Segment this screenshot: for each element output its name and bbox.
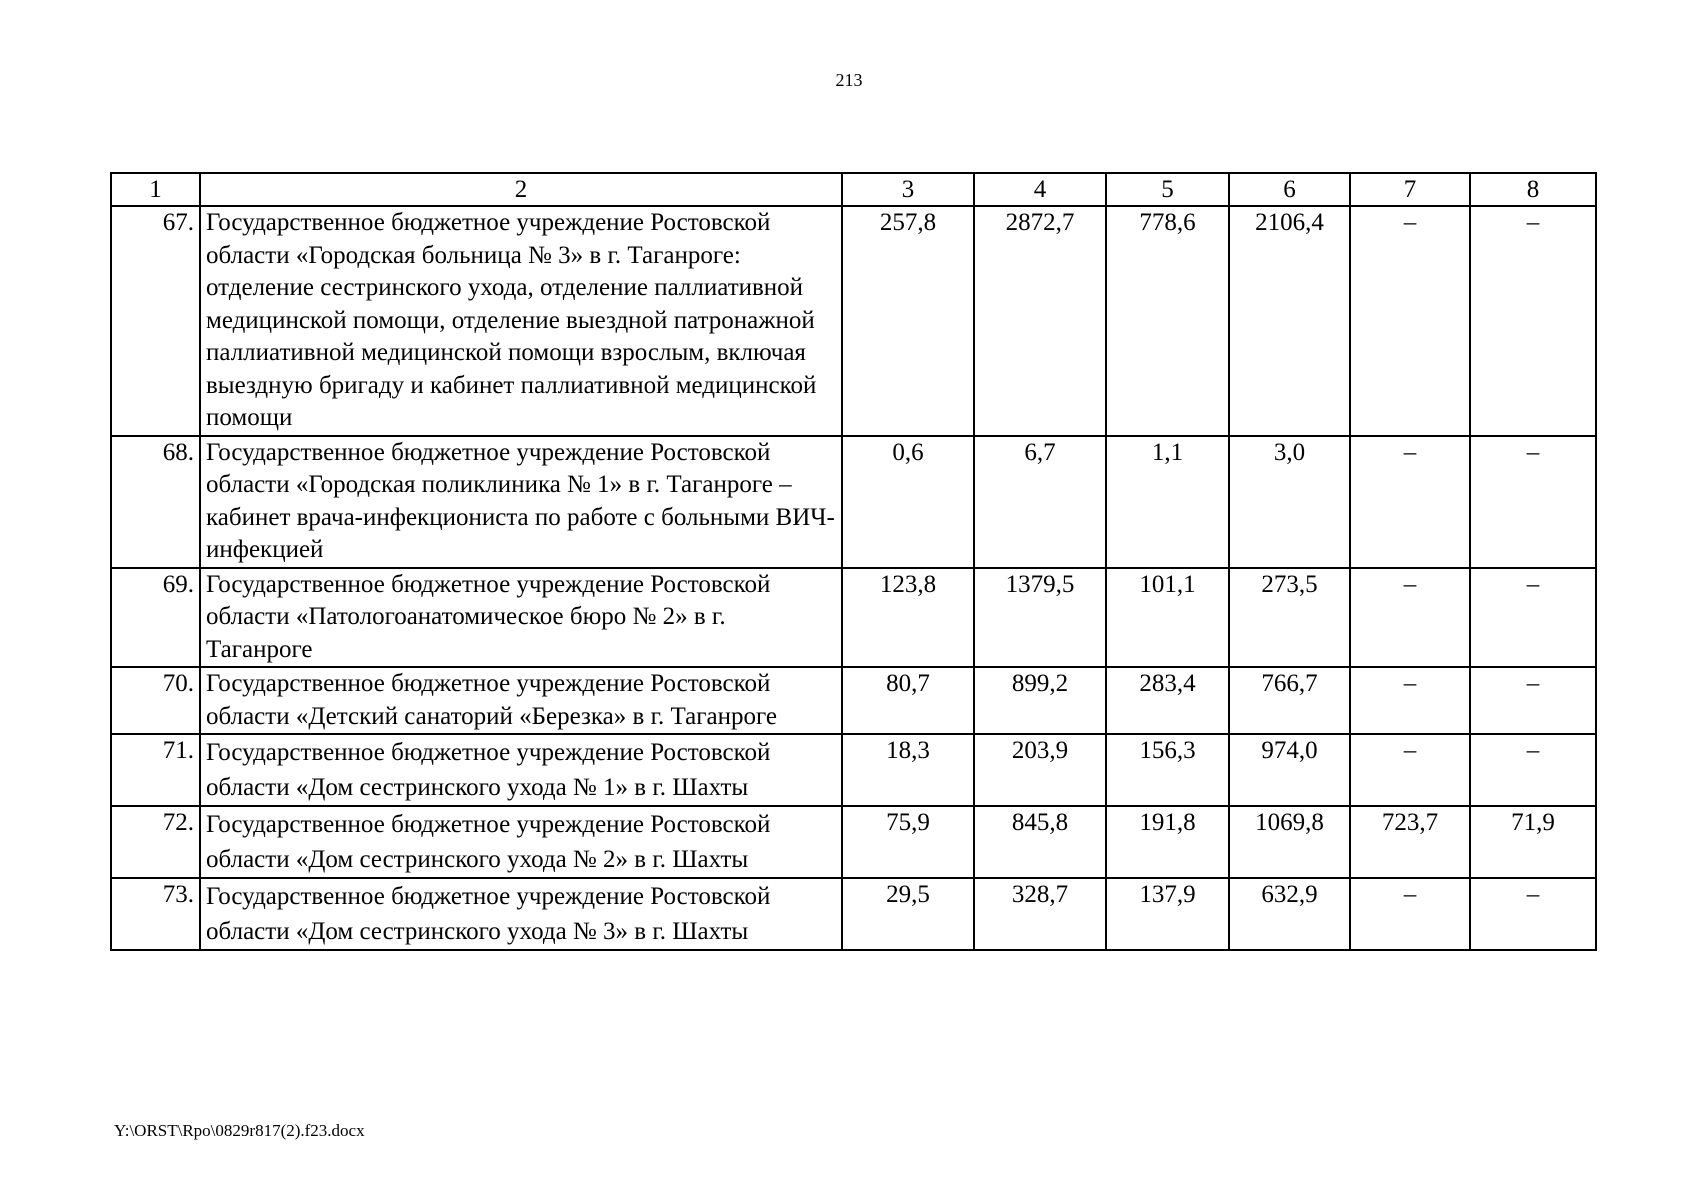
- value-col-5: 778,6: [1106, 206, 1229, 436]
- value-col-7: –: [1350, 206, 1470, 436]
- value-col-8: –: [1470, 734, 1596, 806]
- header-col-2: 2: [200, 173, 842, 206]
- table-row: [111, 734, 1596, 806]
- value-col-8: –: [1470, 436, 1596, 568]
- value-col-4: 899,2: [974, 667, 1106, 734]
- value-col-5: 137,9: [1106, 878, 1229, 950]
- value-col-4: 6,7: [974, 436, 1106, 568]
- value-col-4: 1379,5: [974, 568, 1106, 668]
- value-col-8: –: [1470, 206, 1596, 436]
- institution-name: Государственное бюджетное учреждение Ростовской области «Городская поликлиника № 1» в г. Таганроге – кабинет врача-инфекциониста по работе с больными ВИЧ-инфекцией: [200, 436, 842, 568]
- table-row: [111, 667, 1596, 734]
- value-col-3: 29,5: [842, 878, 974, 950]
- value-col-6: 632,9: [1229, 878, 1350, 950]
- row-number: 71.: [111, 734, 200, 806]
- header-col-3: 3: [842, 173, 974, 206]
- header-col-4: 4: [974, 173, 1106, 206]
- header-row: [111, 173, 1596, 206]
- row-number: 70.: [111, 667, 200, 734]
- row-number: 69.: [111, 568, 200, 668]
- value-col-5: 283,4: [1106, 667, 1229, 734]
- value-col-3: 257,8: [842, 206, 974, 436]
- value-col-7: 723,7: [1350, 806, 1470, 878]
- value-col-6: 3,0: [1229, 436, 1350, 568]
- value-col-7: –: [1350, 436, 1470, 568]
- value-col-8: –: [1470, 667, 1596, 734]
- row-number: 73.: [111, 878, 200, 950]
- value-col-6: 273,5: [1229, 568, 1350, 668]
- value-col-7: –: [1350, 878, 1470, 950]
- table-row: [111, 436, 1596, 568]
- row-number: 68.: [111, 436, 200, 568]
- value-col-3: 80,7: [842, 667, 974, 734]
- institution-name: Государственное бюджетное учреждение Ростовской области «Городская больница № 3» в г. Таганроге: отделение сестринского ухода, отделение паллиативной медицинской помощи, отделение выездной патронажной паллиативной медицинской помощи взрослым, включая выездную бригаду и кабинет паллиативной медицинской помощи: [200, 206, 842, 436]
- table-row: [111, 806, 1596, 878]
- header-col-7: 7: [1350, 173, 1470, 206]
- value-col-4: 203,9: [974, 734, 1106, 806]
- row-number: 72.: [111, 806, 200, 878]
- value-col-7: –: [1350, 568, 1470, 668]
- institution-name: Государственное бюджетное учреждение Ростовской области «Патологоанатомическое бюро № 2» в г. Таганроге: [200, 568, 842, 668]
- value-col-6: 766,7: [1229, 667, 1350, 734]
- value-col-3: 18,3: [842, 734, 974, 806]
- value-col-8: –: [1470, 878, 1596, 950]
- data-table: [110, 172, 1597, 951]
- institution-name: Государственное бюджетное учреждение Ростовской области «Дом сестринского ухода № 3» в г. Шахты: [200, 878, 842, 950]
- institution-name: Государственное бюджетное учреждение Ростовской области «Дом сестринского ухода № 1» в г. Шахты: [200, 734, 842, 806]
- value-col-7: –: [1350, 734, 1470, 806]
- value-col-6: 1069,8: [1229, 806, 1350, 878]
- header-col-8: 8: [1470, 173, 1596, 206]
- value-col-6: 2106,4: [1229, 206, 1350, 436]
- value-col-4: 2872,7: [974, 206, 1106, 436]
- table-row: [111, 878, 1596, 950]
- value-col-6: 974,0: [1229, 734, 1350, 806]
- header-col-1: 1: [111, 173, 200, 206]
- footer-file-path: Y:\ORST\Rpo\0829r817(2).f23.docx: [114, 1121, 365, 1140]
- table-row: [111, 568, 1596, 668]
- value-col-5: 101,1: [1106, 568, 1229, 668]
- header-col-5: 5: [1106, 173, 1229, 206]
- value-col-8: –: [1470, 568, 1596, 668]
- value-col-4: 845,8: [974, 806, 1106, 878]
- value-col-5: 1,1: [1106, 436, 1229, 568]
- value-col-5: 191,8: [1106, 806, 1229, 878]
- table-row: [111, 206, 1596, 436]
- value-col-3: 0,6: [842, 436, 974, 568]
- page-number: 213: [835, 70, 863, 90]
- institution-name: Государственное бюджетное учреждение Ростовской области «Детский санаторий «Березка» в г. Таганроге: [200, 667, 842, 734]
- value-col-8: 71,9: [1470, 806, 1596, 878]
- value-col-7: –: [1350, 667, 1470, 734]
- value-col-3: 123,8: [842, 568, 974, 668]
- value-col-5: 156,3: [1106, 734, 1229, 806]
- institution-name: Государственное бюджетное учреждение Ростовской области «Дом сестринского ухода № 2» в г. Шахты: [200, 806, 842, 878]
- header-col-6: 6: [1229, 173, 1350, 206]
- row-number: 67.: [111, 206, 200, 436]
- value-col-4: 328,7: [974, 878, 1106, 950]
- value-col-3: 75,9: [842, 806, 974, 878]
